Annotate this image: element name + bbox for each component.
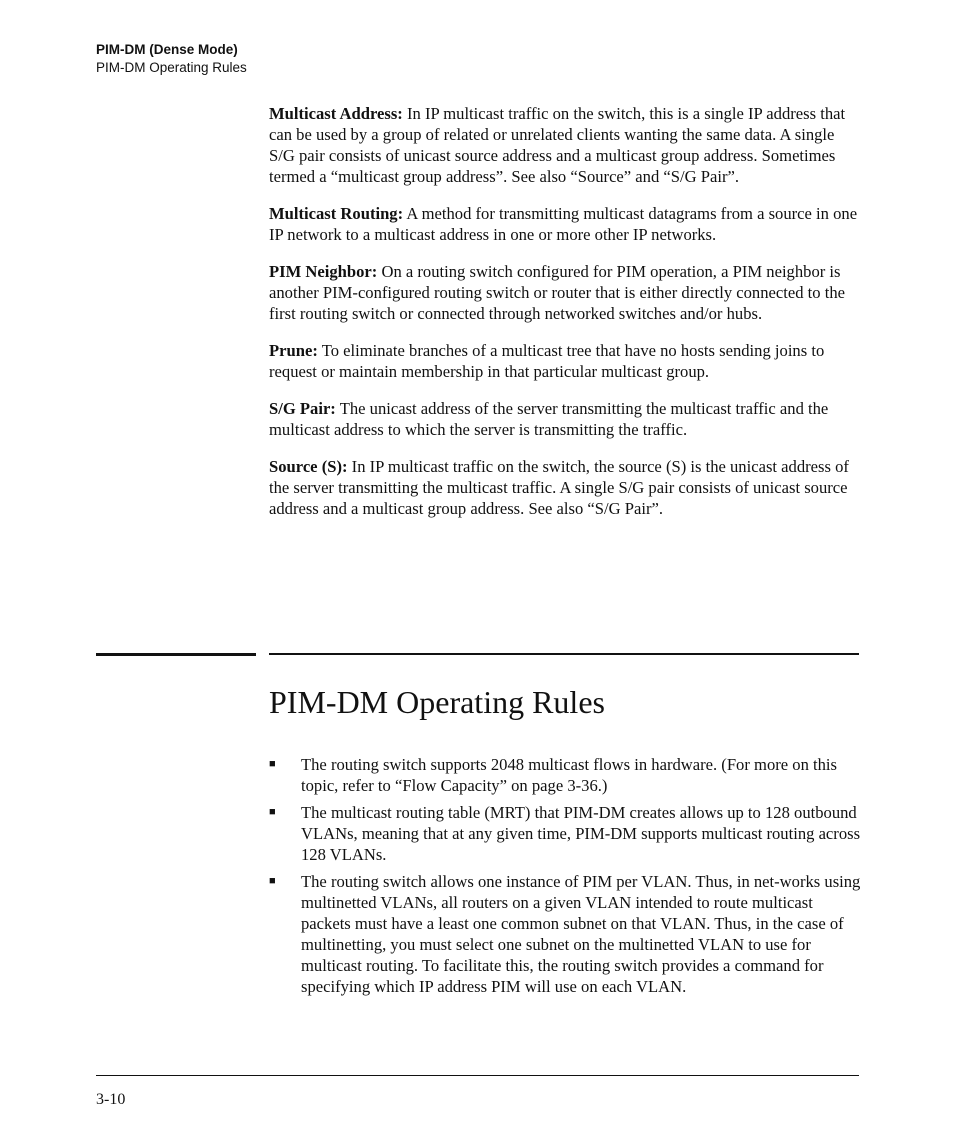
section-divider-right — [269, 653, 859, 655]
glossary-definitions — [269, 103, 861, 535]
square-bullet-icon: ■ — [269, 758, 276, 770]
square-bullet-icon: ■ — [269, 875, 276, 887]
operating-rules-list — [269, 754, 861, 1003]
glossary-term: Multicast Routing: — [269, 204, 404, 223]
list-item — [269, 802, 861, 865]
section-heading: PIM-DM Operating Rules — [269, 684, 605, 720]
list-item — [269, 871, 861, 997]
glossary-definition: In IP multicast traffic on the switch, the source (S) is the unicast address of the server transmitting the multicast traffic. A single S/G pair consists of unicast source address and a multicast group address. See also “S/G Pair”. — [269, 457, 849, 518]
running-section-title: PIM-DM Operating Rules — [96, 60, 247, 75]
glossary-entry-multicast-address — [269, 103, 861, 187]
chapter-title: PIM-DM (Dense Mode) — [96, 42, 238, 57]
glossary-term: Multicast Address: — [269, 104, 403, 123]
glossary-term: PIM Neighbor: — [269, 262, 378, 281]
glossary-definition: To eliminate branches of a multicast tree that have no hosts sending joins to request or maintain membership in that particular multicast group. — [269, 341, 825, 381]
list-item-text: The routing switch allows one instance of PIM per VLAN. Thus, in net-works using multinetted VLANs, all routers on a given VLAN intended to route multicast packets must have a least one common subnet on that VLAN. Thus, in the case of multinetting, you must select one subnet on the multinetted VLAN to use for multicast routing. To facilitate this, the routing switch provides a command for specifying which IP address PIM will use on each VLAN. — [301, 872, 861, 996]
glossary-definition: On a routing switch configured for PIM operation, a PIM neighbor is another PIM-configured routing switch or router that is either directly connected to the first routing switch or connected through networked switches and/or hubs. — [269, 262, 845, 323]
glossary-term: Prune: — [269, 341, 318, 360]
glossary-entry-pim-neighbor — [269, 261, 861, 324]
glossary-entry-multicast-routing — [269, 203, 861, 245]
list-item-text: The routing switch supports 2048 multicast flows in hardware. (For more on this topic, refer to “Flow Capacity” on page 3-36.) — [301, 755, 837, 795]
list-item-text: The multicast routing table (MRT) that PIM-DM creates allows up to 128 outbound VLANs, meaning that at any given time, PIM-DM supports multicast routing across 128 VLANs. — [301, 803, 861, 864]
glossary-term: S/G Pair: — [269, 399, 336, 418]
footer-divider — [96, 1075, 859, 1076]
list-item — [269, 754, 861, 796]
running-header — [96, 41, 247, 77]
glossary-entry-sg-pair — [269, 398, 861, 440]
glossary-definition: In IP multicast traffic on the switch, this is a single IP address that can be used by a group of related or unrelated clients wanting the same data. A single S/G pair consists of unicast source address and a multicast group address. Sometimes termed a “multicast group address”. See also “Source” and “S/G Pair”. — [269, 104, 846, 186]
glossary-term: Source (S): — [269, 457, 348, 476]
glossary-definition: The unicast address of the server transmitting the multicast traffic and the multicast address to which the server is transmitting the traffic. — [269, 399, 829, 439]
glossary-entry-source — [269, 456, 861, 519]
square-bullet-icon: ■ — [269, 806, 276, 818]
glossary-entry-prune — [269, 340, 861, 382]
page-number: 3-10 — [96, 1091, 126, 1108]
section-divider-left — [96, 653, 256, 656]
glossary-definition: A method for transmitting multicast datagrams from a source in one IP network to a multicast address in one or more other IP networks. — [269, 204, 858, 244]
